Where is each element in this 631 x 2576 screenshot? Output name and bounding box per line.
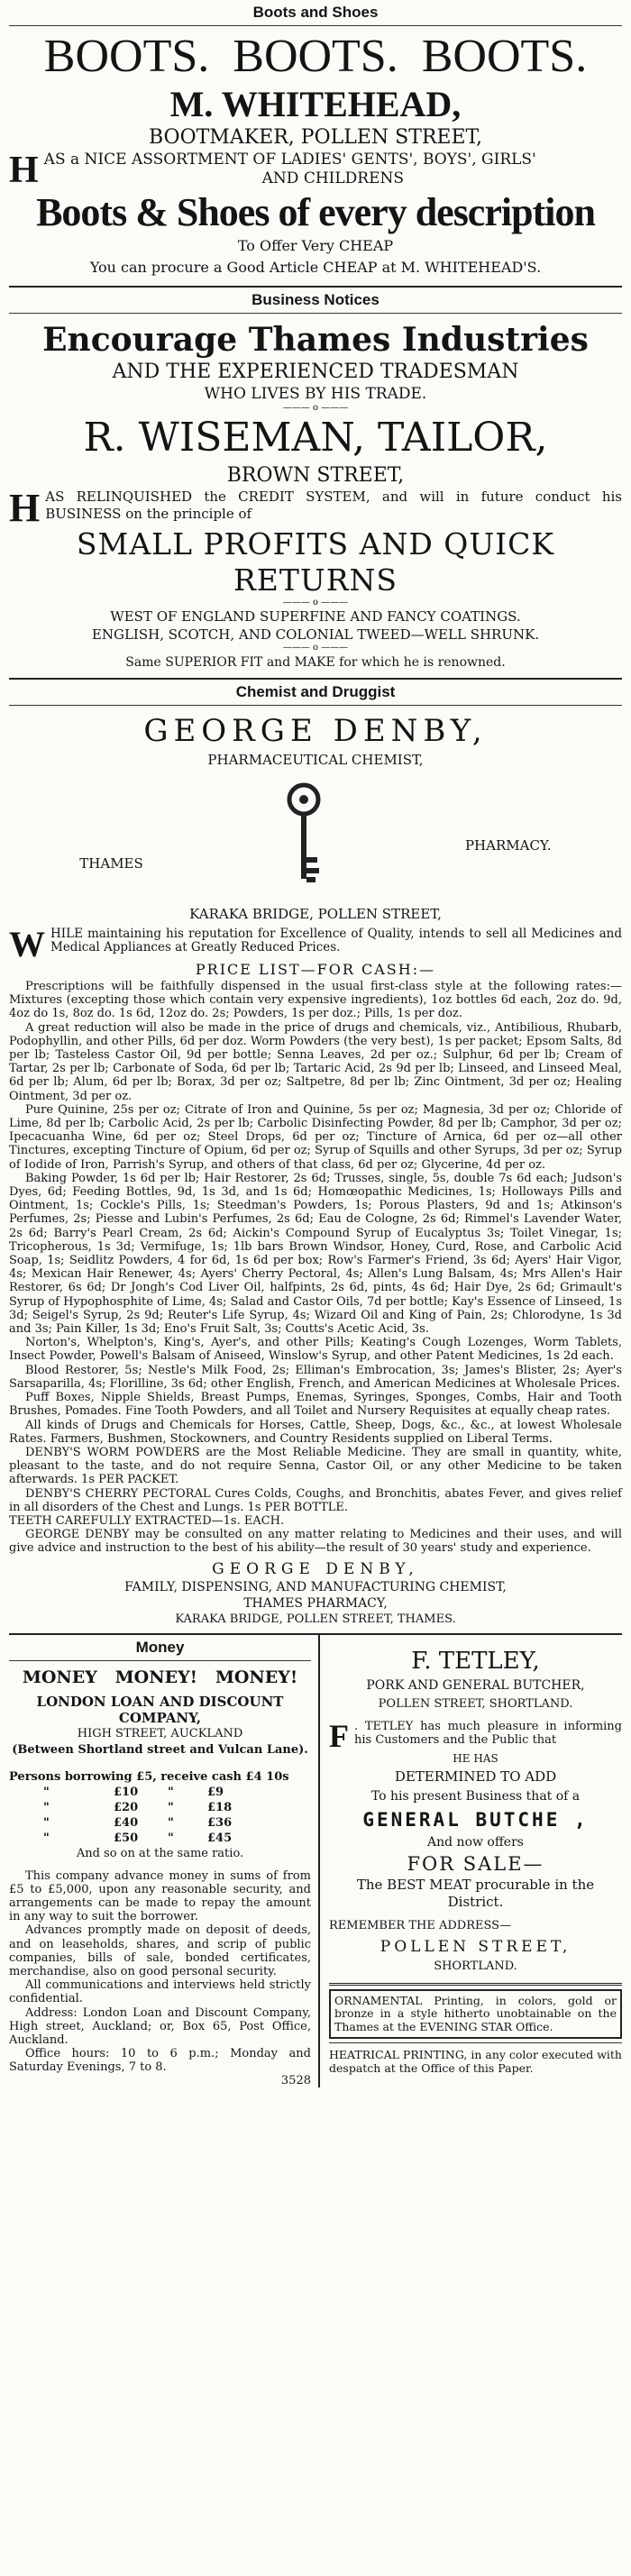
printing-notice <box>329 1989 622 2040</box>
intro-text: HILE maintaining his reputation for Excellence of Quality, intends to sell all Medicines and Medical Appliances at Greatly Reduced Prices. <box>50 927 622 955</box>
denby-advertisement <box>9 680 622 1628</box>
rate-row: " £10 " £9 <box>43 1785 224 1799</box>
footer-line-1: FAMILY, DISPENSING, AND MANUFACTURING CHEMIST, <box>124 1579 507 1594</box>
assortment-line-2: AND CHILDRENS <box>261 169 405 187</box>
ornamental-notice: ORNAMENTAL Printing, in colors, gold or bronze in a style hitherto unobtainable on the Thames at the EVENING STAR Office. <box>334 1993 617 2033</box>
paragraph: Prescriptions will be faithfully dispensed in the usual first-class style at the following rates:—Mixtures (excepting those which contain very expensive ingredients), 1oz bottles 6d each, 2oz do. 9d, 4oz do 1s, 8oz do. 1s 6d, 12oz do. 2s; Powders, 1s per doz.; Pills, 1s per doz. <box>9 980 622 1021</box>
theatrical-notice: HEATRICAL PRINTING, in any color executed with despatch at the Office of this Paper. <box>329 2048 622 2075</box>
rate-row: " £20 " £18 <box>43 1800 233 1814</box>
footer-line-2: THAMES PHARMACY, <box>243 1595 388 1611</box>
paragraph: Pure Quinine, 25s per oz; Citrate of Iron and Quinine, 5s per oz; Magnesia, 3d per oz; Chloride of Lime, 8d per lb; Carbolic Acid, 2s per lb; Carbolic Disinfecting Powder, 8d per lb; Camphor, 3d per oz; Ipecacuanha Wine, 6d per oz; Steel Drops, 6d per oz; Tincture of Arnica, 6d per oz—all other Tinctures, excepting Tincture of Opium, 6d per oz; Syrup of Squills and other Syrups, 3d per oz; Syrup of Iodide of Iron, Parrish's Syrup, and others of that class, 6d per oz; Glycerine, 4d per oz. <box>9 1102 622 1172</box>
trade-line: BOOTMAKER, POLLEN STREET, <box>148 126 482 149</box>
trade-line: PORK AND GENERAL BUTCHER, <box>366 1677 585 1693</box>
tweed-line: ENGLISH, SCOTCH, AND COLONIAL TWEED—WELL SHRUNK. <box>91 626 540 643</box>
paragraph: Office hours: 10 to 6 p.m.; Monday and Saturday Evenings, 7 to 8. <box>9 2047 311 2075</box>
drop-cap: F <box>329 1719 349 1750</box>
for-sale-line: FOR SALE— <box>407 1852 544 1875</box>
paragraph: A great reduction will also be made in the price of drugs and chemicals, viz., Antibilious, Rhubarb, Podophyllin, and other Pills, 6d per doz. Worm Powders (the very best), 1s per packet; Epsom Salts, 8d per lb; Tasteless Castor Oil, 9d per bottle; Senna Leaves, 2d per oz.; Sulphur, 6d per lb; Cream of Tartar, 2s per lb; Carbonate of Soda, 6d per lb; Tartaric Acid, 2s 9d per lb; Linseed, and Linseed Meal, 6d per lb; Alum, 6d per lb; Borax, 3d per oz; Saltpetre, 8d per lb; Zinc Ointment, 3d per oz; Healing Ointment, 3d per oz. <box>9 1020 622 1103</box>
subline-2: WHO LIVES BY HIS TRADE. <box>204 385 427 403</box>
section-header: Boots and Shoes <box>252 4 379 21</box>
paragraph: GEORGE DENBY may be consulted on any matter relating to Medicines and their uses, and will give advice and instruction to the best of his ability—the result of 30 years' study and experience. <box>9 1528 622 1556</box>
headline: BOOTS. BOOTS. BOOTS. <box>43 31 588 82</box>
left-label: THAMES <box>79 855 143 872</box>
rates-heading: Persons borrowing £5, receive cash £4 10s <box>9 1769 289 1784</box>
paragraph: All communications and interviews held strictly confidential. <box>9 1978 311 2006</box>
he-has-line: HE HAS <box>453 1751 498 1765</box>
footer-name: GEORGE DENBY, <box>212 1559 419 1578</box>
slogan: SMALL PROFITS AND QUICK RETURNS <box>76 526 555 598</box>
section-header: Money <box>135 1638 185 1656</box>
headline: MONEY MONEY! MONEY! <box>22 1667 298 1687</box>
subline-1: AND THE EXPERIENCED TRADESMAN <box>112 361 519 383</box>
paragraph: All kinds of Drugs and Chemicals for Horses, Cattle, Sheep, Dogs, &c., &c., at lowest Wholesale Rates. Farmers, Bushmen, Stockowners, and Country Residents supplied on Liberal Terms. <box>9 1418 622 1446</box>
paragraph: Address: London Loan and Discount Company, High street, Auckland; or, Box 65, Post Office, Auckland. <box>9 2005 311 2047</box>
paragraph: Puff Boxes, Nipple Shields, Breast Pumps, Enemas, Syringes, Sponges, Combs, Hair and Tooth Brushes, Pomades. Fine Tooth Powders, and all Toilet and Nursery Requisites at equally cheap rates. <box>9 1391 622 1419</box>
headline: Encourage Thames Industries <box>42 321 589 359</box>
body-text: AS RELINQUISHED the CREDIT SYSTEM, and will in future conduct his BUSINESS on the principle of <box>45 489 622 522</box>
key-icon <box>284 781 324 891</box>
paragraph: Baking Powder, 1s 6d per lb; Hair Restorer, 2s 6d; Trusses, single, 5s, double 7s 6d each; Judson's Dyes, 6d; Feeding Bottles, 9d, 1s 3d, and 1s 6d; Homœopathic Medicines, 1s; Holloways Pills and Ointment, 1s; Cockle's Pills, 1s; Steedman's Powders, 1s; Porous Plasters, 9d and 1s; Atkinson's Perfumes, 2s; Piesse and Lubin's Perfumes, 2s 6d; Eau de Cologne, 2s 6d; Rimmel's Lavender Water, 2s 6d; Barry's Pearl Cream, 2s 6d; Aickin's Compound Syrup of Eucalyptus 3s; Toilet Vinegar, 1s; Tricopherous, 1s 3d; Vermifuge, 1s; 1lb bars Brown Windsor, Honey, Curd, Rose, and Carbolic Acid Soap, 1s; Seidlitz Powders, 4 for 6d, 1s 6d per box; Row's Farmer's Friend, 3s 6d; Ayers' Hair Vigor, 4s; Mexican Hair Renewer, 4s; Ayers' Cherry Pectoral, 4s; Allen's Lung Balsam, 4s; Mrs Allen's Hair Restorer, 6s 6d; Dr Jongh's Cod Liver Oil, halfpints, 2s 6d, pints, 4s 6d; Hair Dye, 2s 6d; Grimault's Syrup of Hypophosphite of Lime, 4s; Salad and Castor Oils, 7d per bottle; Kay's Essence of Linseed, 1s 3d; Seigel's Syrup, 2s 9d; Reuter's Life Syrup, 4s; Wizard Oil and King of Pain, 2s; Chlorodyne, 1s 3d and 3s; Pain Killer, 1s 3d; Eno's Fruit Salt, 3s; Coutts's Acetic Acid, 3s. <box>9 1171 622 1337</box>
paragraph: Norton's, Whelpton's, King's, Ayer's, and other Pills; Keating's Cough Lozenges, Worm Tablets, Insect Powder, Powell's Balsam of Aniseed, Winslow's Syrup, and other Patent Medicines, 1s 2d each. <box>9 1336 622 1364</box>
street-line: BROWN STREET, <box>226 464 405 487</box>
tetley-advertisement <box>320 1635 622 2087</box>
assortment-line: AS a NICE ASSORTMENT OF LADIES' GENTS', BOYS', GIRLS' <box>43 151 536 169</box>
best-meat-line: The BEST MEAT procurable in the District. <box>356 1876 595 1910</box>
footer-line-3: KARAKA BRIDGE, POLLEN STREET, THAMES. <box>175 1612 456 1626</box>
paragraph: DENBY'S WORM POWDERS are the Most Reliable Medicine. They are small in quantity, white, pleasant to the taste, and do not require Senna, Castor Oil, or any other Medicine to be taken afterwards. 1s PER PACKET. <box>9 1445 622 1487</box>
right-label: PHARMACY. <box>464 837 552 854</box>
address-street: POLLEN STREET, <box>380 1937 572 1956</box>
merchant-name: F. TETLEY, <box>411 1647 540 1675</box>
determined-line: DETERMINED TO ADD <box>394 1768 557 1785</box>
footer-line: You can procure a Good Article CHEAP at M. WHITEHEAD'S. <box>89 259 542 276</box>
footer-line: Same SUPERIOR FIT and MAKE for which he is renowned. <box>125 655 506 670</box>
ad-reference: 3528 <box>280 2073 311 2087</box>
whitehead-advertisement <box>9 0 622 280</box>
section-header: Business Notices <box>251 291 380 308</box>
intro-text: . TETLEY has much pleasure in informing his Customers and the Public that <box>354 1719 622 1747</box>
rates-table <box>9 1785 311 1846</box>
street-line: HIGH STREET, AUCKLAND <box>77 1726 243 1740</box>
company-name: LONDON LOAN AND DISCOUNT COMPANY, <box>36 1693 284 1726</box>
paragraph: TEETH CAREFULLY EXTRACTED—1s. EACH. <box>9 1513 285 1528</box>
ratio-line: And so on at the same ratio. <box>76 1846 244 1860</box>
street-line: POLLEN STREET, SHORTLAND. <box>378 1696 573 1711</box>
now-offers-line: And now offers <box>427 1834 524 1850</box>
address-line: KARAKA BRIDGE, POLLEN STREET, <box>189 906 442 922</box>
paragraph: DENBY'S CHERRY PECTORAL Cures Colds, Coughs, and Bronchitis, abates Fever, and gives relief in all disorders of the Chest and Lungs. 1s PER BOTTLE. <box>9 1486 622 1514</box>
section-header: Chemist and Druggist <box>235 683 396 700</box>
address-town: SHORTLAND. <box>434 1959 517 1973</box>
offer-line: To Offer Very CHEAP <box>237 237 394 254</box>
merchant-name: GEORGE DENBY, <box>143 713 488 749</box>
coatings-line: WEST OF ENGLAND SUPERFINE AND FANCY COATINGS. <box>110 608 521 625</box>
present-business-line: To his present Business that of a <box>370 1788 581 1804</box>
rate-row: " £50 " £45 <box>43 1831 233 1845</box>
slogan: Boots & Shoes of every description <box>36 190 595 234</box>
merchant-name: M. WHITEHEAD, <box>169 84 462 124</box>
wiseman-advertisement: Business Notices Encourage Thames Industries AND THE EXPERIENCED TRADESMAN WHO LIVES BY HIS TRADE. ——— o ——— R. WISEMAN, TAILOR, BROWN STREET, H AS RELINQUISHED the CREDIT SYSTEM, and will in future conduct his BUSINESS on the principle of SMALL PROFITS AND QUICK RETURNS ——— o ——— WEST OF ENGLAND SUPERFINE AND FANCY COATINGS. ENGLISH, SCOTCH, AND COLONIAL TWEED—WELL SHRUNK. ——— o ——— Same SUPERIOR FIT and MAKE for which he is renowned. <box>9 288 622 672</box>
drop-cap: W <box>9 927 45 960</box>
title-line: PHARMACEUTICAL CHEMIST, <box>207 752 424 768</box>
rate-row: " £40 " £36 <box>43 1815 233 1830</box>
drop-cap: H <box>9 489 41 526</box>
general-butcher-line: GENERAL BUTCHE , <box>362 1808 589 1831</box>
drop-cap: H <box>9 151 39 188</box>
paragraph: Advances promptly made on deposit of deeds, and on leaseholds, shares, and scrip of public companies, bills of sale, bonded certificates, merchandise, also on good personal security. <box>9 1923 311 1978</box>
money-advertisement <box>9 1635 320 2087</box>
price-list-heading: PRICE LIST—FOR CASH:— <box>195 961 436 978</box>
paragraph: Blood Restorer, 5s; Nestle's Milk Food, 2s; Elliman's Embrocation, 3s; James's Blister, 2s; Ayer's Sarsaparilla, 4s; Florilline, 3s 6d; other English, French, and American Medicines at Wholesale Prices. <box>9 1363 622 1391</box>
remember-line: REMEMBER THE ADDRESS— <box>329 1918 512 1932</box>
merchant-name: R. WISEMAN, TAILOR, <box>83 415 548 461</box>
two-column-section <box>9 1635 622 2087</box>
between-line: (Between Shortland street and Vulcan Lane). <box>12 1742 308 1757</box>
paragraph: This company advance money in sums of from £5 to £5,000, upon any reasonable security, and arrangements can be made to repay the amount in any way to suit the borrower. <box>9 1868 311 1924</box>
